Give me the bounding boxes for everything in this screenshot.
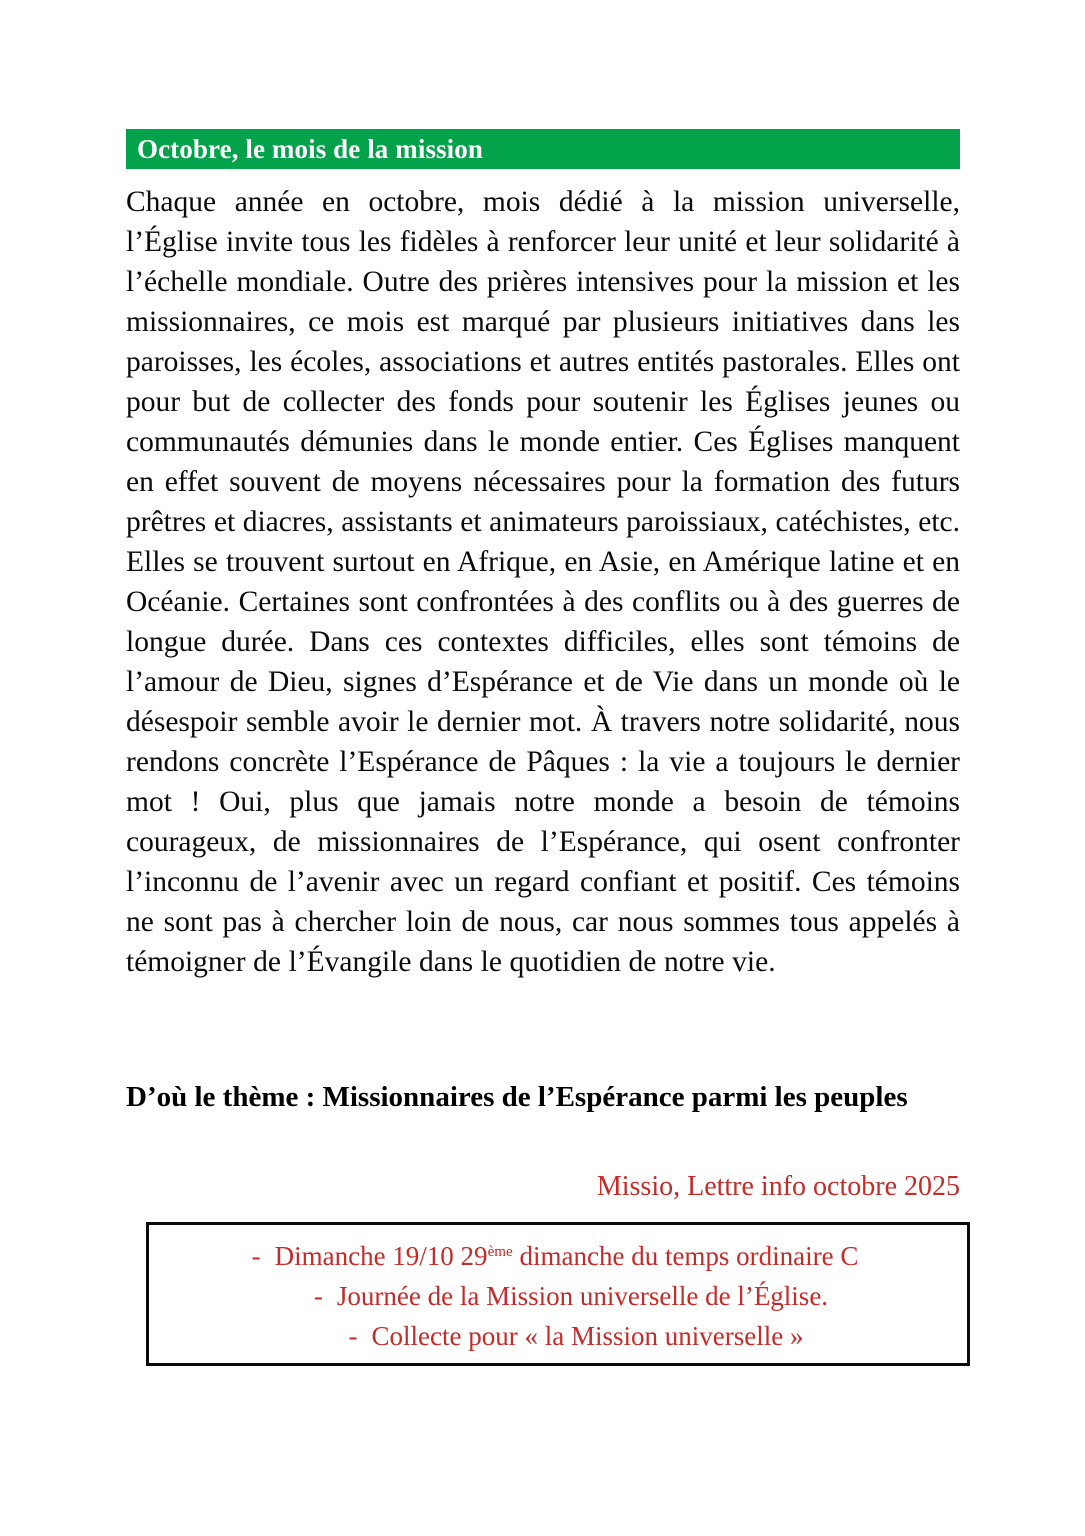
article-theme-line: D’où le thème : Missionnaires de l’Espérance parmi les peuples xyxy=(126,1081,908,1113)
announcement-bullet-dash: - xyxy=(348,1321,358,1351)
article-attribution: Missio, Lettre info octobre 2025 xyxy=(596,1171,960,1202)
section-banner-title: Octobre, le mois de la mission xyxy=(137,133,483,164)
announcement-line-2 xyxy=(288,1276,828,1316)
announcement-line-1-text-before: Dimanche 19/10 29 xyxy=(274,1241,488,1271)
announcement-line-3 xyxy=(313,1316,804,1356)
announcement-line-1-text-after: dimanche du temps ordinaire C xyxy=(512,1241,859,1271)
section-banner xyxy=(126,129,960,169)
ordinal-superscript: ème xyxy=(487,1243,513,1260)
announcement-bullet-dash: - xyxy=(251,1241,261,1271)
article-paragraph: Chaque année en octobre, mois dédié à la mission universelle, l’Église invite tous les fidèles à renforcer leur unité et leur solidarité à l’échelle mondiale. Outre des prières intensives pour la mission et les missionnaires, ce mois est marqué par plusieurs initiatives dans les paroisses, les écoles, associations et autres entités pastorales. Elles ont pour but de collecter des fonds pour soutenir les Églises jeunes ou communautés démunies dans le monde entier. Ces Églises manquent en effet souvent de moyens nécessaires pour la formation des futurs prêtres et diacres, assistants et animateurs paroissiaux, catéchistes, etc. Elles se trouvent surtout en Afrique, en Asie, en Amérique latine et en Océanie. Certaines sont confrontées à des conflits ou à des guerres de longue durée. Dans ces contextes difficiles, elles sont témoins de l’amour de Dieu, signes d’Espérance et de Vie dans un monde où le désespoir semble avoir le dernier mot. À travers notre solidarité, nous rendons concrète l’Espérance de Pâques : la vie a toujours le dernier mot ! Oui, plus que jamais notre monde a besoin de témoins courageux, de missionnaires de l’Espérance, qui osent confronter l’inconnu de l’avenir avec un regard confiant et positif. Ces témoins ne sont pas à chercher loin de nous, car nous sommes tous appelés à témoigner de l’Évangile dans le quotidien de notre vie. xyxy=(126,186,960,978)
article-body xyxy=(126,182,960,982)
announcement-line-2-text: Journée de la Mission universelle de l’Église. xyxy=(336,1281,829,1311)
announcement-line-3-text: Collecte pour « la Mission universelle » xyxy=(371,1321,804,1351)
announcement-box xyxy=(146,1222,970,1366)
announcement-line-1 xyxy=(252,1236,865,1276)
announcement-bullet-dash: - xyxy=(313,1281,323,1311)
